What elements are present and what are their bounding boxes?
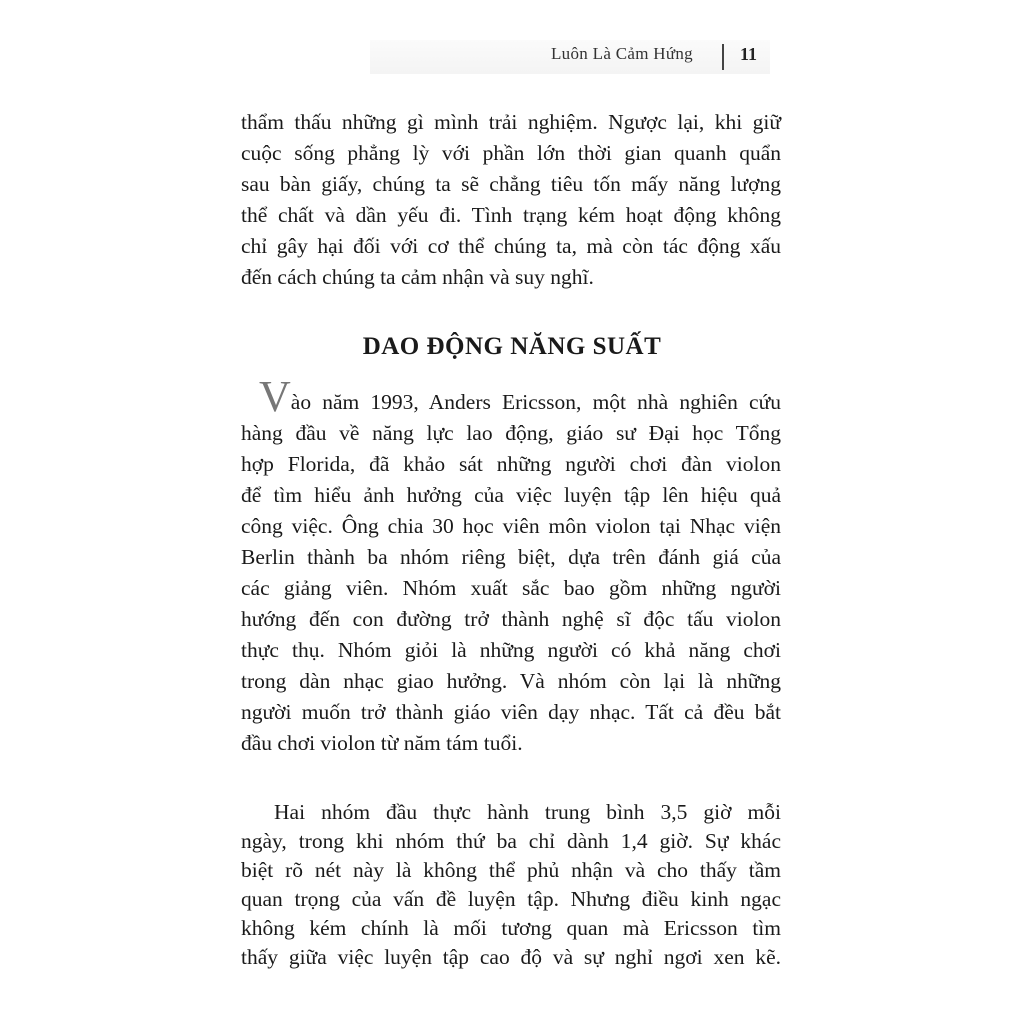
text-line: hàng đầu về năng lực lao động, giáo sư Đại học Tổng <box>241 421 781 445</box>
text-line: đầu chơi violon từ năm tám tuổi. <box>241 731 523 755</box>
text-line: chỉ gây hại đối với cơ thể chúng ta, mà còn tác động xấu <box>241 234 781 258</box>
text-line: ngày, trong khi nhóm thứ ba chỉ dành 1,4 giờ. Sự khác <box>241 829 781 853</box>
header-divider <box>722 44 724 70</box>
text-line: hợp Florida, đã khảo sát những người chơi đàn violon <box>241 452 781 476</box>
text-line: các giảng viên. Nhóm xuất sắc bao gồm những người <box>241 576 781 600</box>
text-line: biệt rõ nét này là không thể phủ nhận và cho thấy tầm <box>241 858 781 882</box>
text-line: thẩm thấu những gì mình trải nghiệm. Ngược lại, khi giữ <box>241 110 781 134</box>
page-number: 11 <box>740 44 758 64</box>
text-line: Hai nhóm đầu thực hành trung bình 3,5 giờ mỗi <box>274 800 781 824</box>
text-line: để tìm hiểu ảnh hưởng của việc luyện tập lên hiệu quả <box>241 483 781 507</box>
text-line: ào năm 1993, Anders Ericsson, một nhà nghiên cứu <box>290 390 781 414</box>
text-line: thấy giữa việc luyện tập cao độ và sự nghỉ ngơi xen kẽ. <box>241 945 781 969</box>
text-line: sau bàn giấy, chúng ta sẽ chẳng tiêu tốn mấy năng lượng <box>241 172 781 196</box>
text-line: Berlin thành ba nhóm riêng biệt, dựa trên đánh giá của <box>241 545 781 569</box>
text-line: công việc. Ông chia 30 học viên môn violon tại Nhạc viện <box>241 514 781 538</box>
text-line: cuộc sống phẳng lỳ với phần lớn thời gian quanh quẩn <box>241 141 781 165</box>
paragraph-1 <box>241 107 781 293</box>
section-heading: DAO ĐỘNG NĂNG SUẤT <box>362 333 662 360</box>
text-line: trong dàn nhạc giao hưởng. Và nhóm còn lại là những <box>241 669 781 693</box>
text-line: thể chất và dần yếu đi. Tình trạng kém hoạt động không <box>241 203 781 227</box>
text-line-first <box>241 372 781 421</box>
text-line: thực thụ. Nhóm giỏi là những người có khả năng chơi <box>241 638 781 662</box>
text-line: hướng đến con đường trở thành nghệ sĩ độc tấu violon <box>241 607 781 631</box>
text-line: không kém chính là mối tương quan mà Ericsson tìm <box>241 916 781 940</box>
paragraph-3 <box>241 798 781 972</box>
paragraph-2 <box>241 372 781 759</box>
running-title: Luôn Là Cảm Hứng <box>551 44 693 63</box>
drop-cap: V <box>259 372 291 421</box>
text-line: người muốn trở thành giáo viên dạy nhạc. Tất cả đều bắt <box>241 700 781 724</box>
text-line: đến cách chúng ta cảm nhận và suy nghĩ. <box>241 265 594 289</box>
text-line: quan trọng của vấn đề luyện tập. Nhưng điều kinh ngạc <box>241 887 781 911</box>
